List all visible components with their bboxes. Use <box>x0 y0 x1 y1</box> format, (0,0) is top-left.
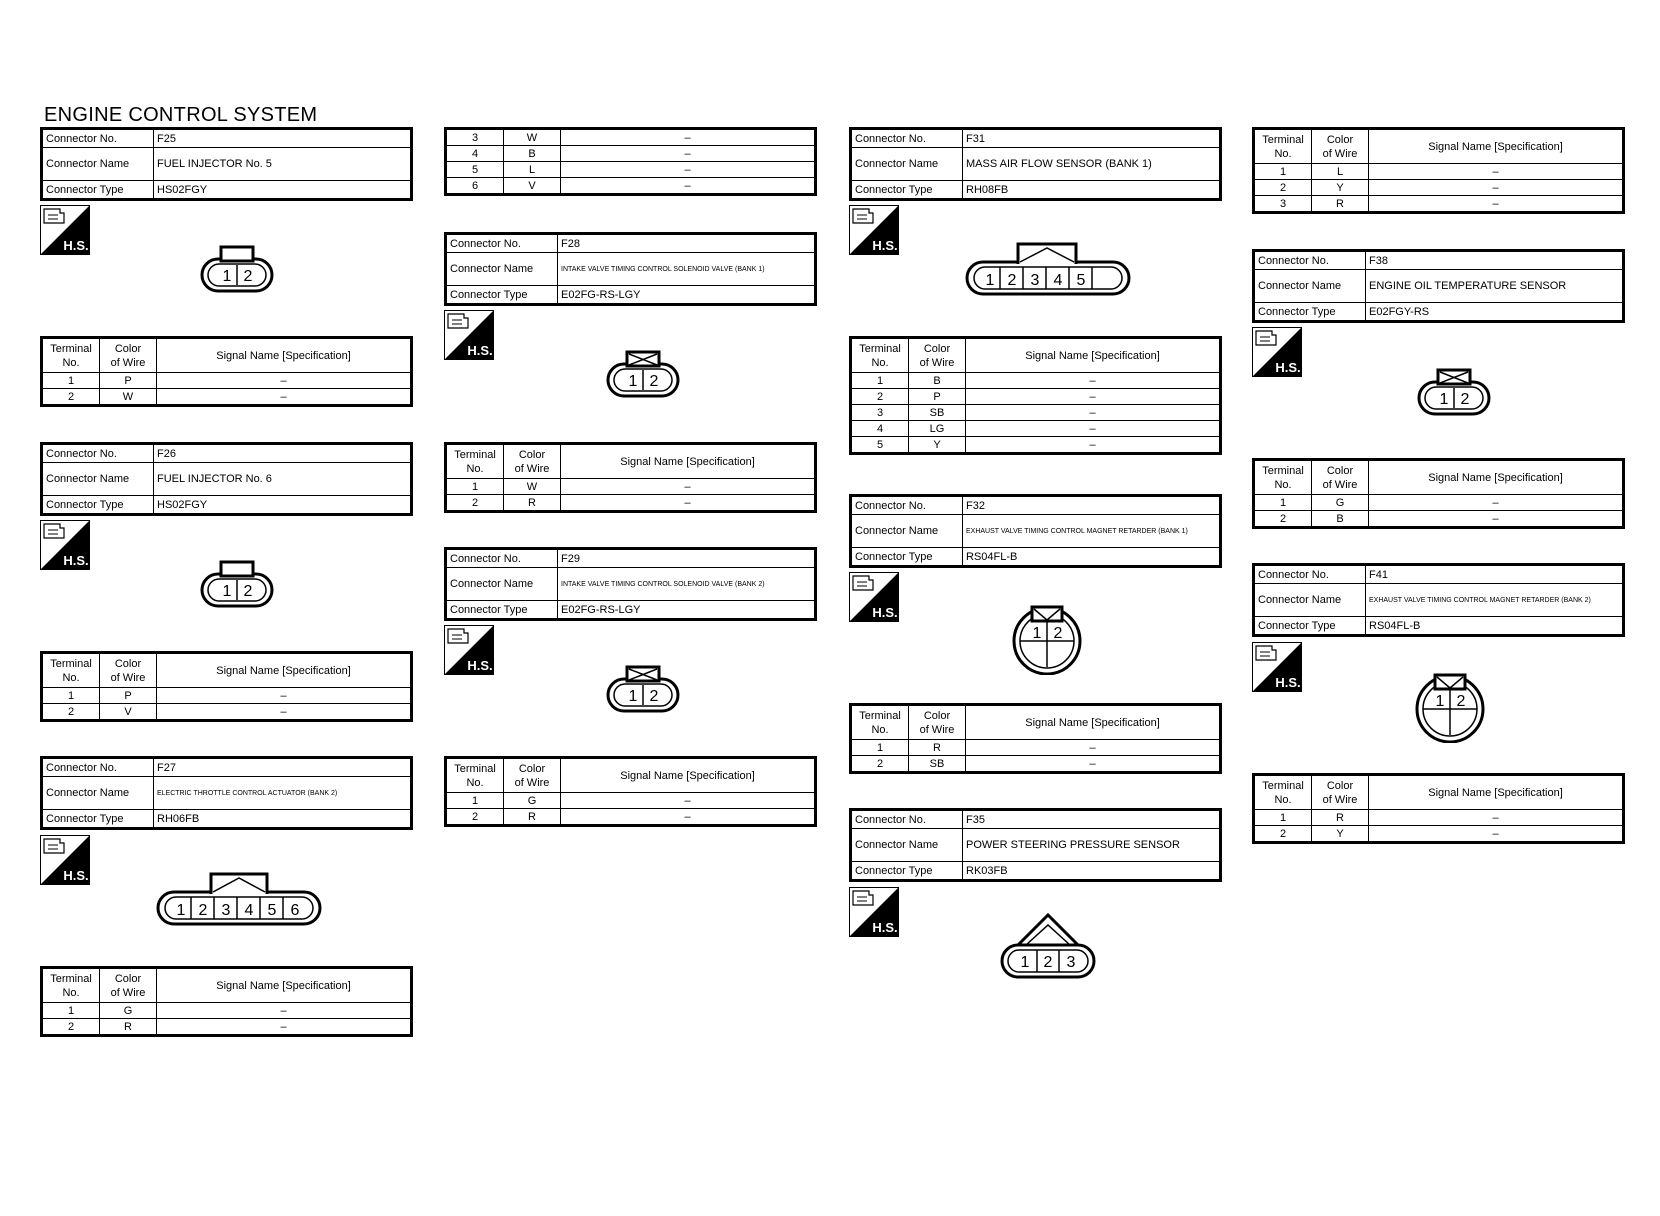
connector-no: F27 <box>154 758 412 777</box>
label-connector-type: Connector Type <box>42 181 154 200</box>
connector-no: F35 <box>963 810 1221 829</box>
header-signal: Signal Name [Specification] <box>1369 775 1624 810</box>
pin-label: 1 <box>176 902 186 919</box>
label-connector-type: Connector Type <box>851 181 963 200</box>
harness-side-icon <box>1252 327 1302 377</box>
label-connector-no: Connector No. <box>42 129 154 148</box>
2-pin-connector-icon <box>606 665 680 713</box>
table-row: 1 P – <box>42 373 412 389</box>
label-connector-name: Connector Name <box>446 568 558 601</box>
harness-side-icon <box>849 887 899 937</box>
pin-label: 2 <box>1007 272 1017 289</box>
pin-label: 2 <box>1456 693 1466 710</box>
table-row: 1 P – <box>42 688 412 704</box>
hs-label: H.S. <box>467 658 493 673</box>
connector-type: E02FG-RS-LGY <box>558 601 816 620</box>
header-signal: Signal Name [Specification] <box>157 653 412 688</box>
5-pin-connector-icon <box>965 240 1131 298</box>
connector-info-f27 <box>40 756 413 830</box>
table-row: 3 R – <box>1254 196 1624 213</box>
label-connector-type: Connector Type <box>42 810 154 829</box>
table-row: 1 L – <box>1254 164 1624 180</box>
connector-type: RS04FL-B <box>1366 617 1624 636</box>
hs-label: H.S. <box>63 238 89 253</box>
connector-type: HS02FGY <box>154 181 412 200</box>
label-connector-name: Connector Name <box>446 253 558 286</box>
label-connector-name: Connector Name <box>851 829 963 862</box>
harness-side-icon <box>444 625 494 675</box>
pin-label: 6 <box>290 902 300 919</box>
connector-info-f28 <box>444 232 817 306</box>
table-row: 1 W – <box>446 479 816 495</box>
connector-info-f38 <box>1252 249 1625 323</box>
label-connector-no: Connector No. <box>851 496 963 515</box>
label-connector-name: Connector Name <box>42 777 154 810</box>
connector-name: EXHAUST VALVE TIMING CONTROL MAGNET RETARDER (BANK 2) <box>1366 584 1624 617</box>
header-signal: Signal Name [Specification] <box>561 758 816 793</box>
terminal-table-f41 <box>1252 773 1625 844</box>
header-color: Color of Wire <box>504 758 561 793</box>
label-connector-no: Connector No. <box>446 234 558 253</box>
connector-name: INTAKE VALVE TIMING CONTROL SOLENOID VALVE (BANK 2) <box>558 568 816 601</box>
connector-name: FUEL INJECTOR No. 6 <box>154 463 412 496</box>
pin-label: 2 <box>649 688 659 705</box>
label-connector-name: Connector Name <box>42 148 154 181</box>
pin-label: 3 <box>1030 272 1040 289</box>
round-2-pin-connector-icon <box>1010 603 1084 675</box>
label-connector-type: Connector Type <box>446 286 558 305</box>
table-row: 1 G – <box>1254 495 1624 511</box>
connector-no: F41 <box>1366 565 1624 584</box>
terminal-table-f28 <box>444 442 817 513</box>
header-color: Color of Wire <box>1312 129 1369 164</box>
label-connector-no: Connector No. <box>42 758 154 777</box>
pin-label: 2 <box>1053 625 1063 642</box>
hs-label: H.S. <box>872 605 898 620</box>
pin-label: 4 <box>1053 272 1063 289</box>
header-terminal: Terminal No. <box>446 444 504 479</box>
terminal-table-f31 <box>849 336 1222 455</box>
page-title: ENGINE CONTROL SYSTEM <box>44 104 318 126</box>
header-signal: Signal Name [Specification] <box>966 338 1221 373</box>
header-terminal: Terminal No. <box>851 338 909 373</box>
table-row: 4 B – <box>446 146 816 162</box>
harness-side-icon <box>849 205 899 255</box>
label-connector-name: Connector Name <box>851 515 963 548</box>
pin-label: 5 <box>267 902 277 919</box>
pin-label: 1 <box>1020 954 1030 971</box>
header-terminal: Terminal No. <box>1254 129 1312 164</box>
table-row: 1 B – <box>851 373 1221 389</box>
pin-label: 2 <box>1460 391 1470 408</box>
pin-label: 1 <box>222 268 232 285</box>
connector-type: RK03FB <box>963 862 1221 881</box>
pin-label: 1 <box>1435 693 1445 710</box>
hs-label: H.S. <box>63 868 89 883</box>
harness-side-icon <box>40 835 90 885</box>
label-connector-name: Connector Name <box>1254 584 1366 617</box>
connector-no: F32 <box>963 496 1221 515</box>
connector-info-f25 <box>40 127 413 201</box>
table-row: 1 G – <box>446 793 816 809</box>
table-row: 2 V – <box>42 704 412 721</box>
harness-side-icon <box>444 310 494 360</box>
terminal-table-f26 <box>40 651 413 722</box>
pin-label: 4 <box>244 902 254 919</box>
2-pin-connector-icon <box>606 350 680 398</box>
pin-label: 1 <box>628 688 638 705</box>
table-row: 5 Y – <box>851 437 1221 454</box>
connector-no: F26 <box>154 444 412 463</box>
connector-no: F29 <box>558 549 816 568</box>
terminal-table-f25 <box>40 336 413 407</box>
connector-name: MASS AIR FLOW SENSOR (BANK 1) <box>963 148 1221 181</box>
connector-no: F25 <box>154 129 412 148</box>
header-color: Color of Wire <box>100 653 157 688</box>
3-pin-connector-icon <box>1000 913 1096 981</box>
connector-type: RS04FL-B <box>963 548 1221 567</box>
header-color: Color of Wire <box>504 444 561 479</box>
label-connector-type: Connector Type <box>446 601 558 620</box>
header-color: Color of Wire <box>909 705 966 740</box>
connector-type: E02FG-RS-LGY <box>558 286 816 305</box>
header-signal: Signal Name [Specification] <box>157 338 412 373</box>
header-signal: Signal Name [Specification] <box>157 968 412 1003</box>
label-connector-no: Connector No. <box>1254 251 1366 270</box>
connector-type: HS02FGY <box>154 496 412 515</box>
header-color: Color of Wire <box>100 968 157 1003</box>
header-terminal: Terminal No. <box>1254 460 1312 495</box>
header-signal: Signal Name [Specification] <box>966 705 1221 740</box>
2-pin-connector-icon <box>1417 368 1491 416</box>
connector-no: F28 <box>558 234 816 253</box>
label-connector-no: Connector No. <box>1254 565 1366 584</box>
connector-name: ENGINE OIL TEMPERATURE SENSOR <box>1366 270 1624 303</box>
table-row: 1 R – <box>1254 810 1624 826</box>
pin-label: 3 <box>1066 954 1076 971</box>
label-connector-no: Connector No. <box>851 129 963 148</box>
pin-label: 1 <box>985 272 995 289</box>
header-terminal: Terminal No. <box>42 968 100 1003</box>
table-row: 2 SB – <box>851 756 1221 773</box>
hs-label: H.S. <box>1275 675 1301 690</box>
pin-label: 2 <box>198 902 208 919</box>
terminal-table-f32 <box>849 703 1222 774</box>
header-signal: Signal Name [Specification] <box>561 444 816 479</box>
table-row: 2 B – <box>1254 511 1624 528</box>
header-terminal: Terminal No. <box>851 705 909 740</box>
connector-no: F31 <box>963 129 1221 148</box>
pin-label: 1 <box>1439 391 1449 408</box>
label-connector-no: Connector No. <box>42 444 154 463</box>
harness-side-icon <box>40 520 90 570</box>
connector-info-f31 <box>849 127 1222 201</box>
label-connector-name: Connector Name <box>42 463 154 496</box>
pin-label: 2 <box>243 268 253 285</box>
harness-side-icon <box>1252 642 1302 692</box>
label-connector-type: Connector Type <box>1254 303 1366 322</box>
label-connector-no: Connector No. <box>851 810 963 829</box>
pin-label: 1 <box>1032 625 1042 642</box>
terminal-table-f27-continued <box>444 127 817 196</box>
header-terminal: Terminal No. <box>42 338 100 373</box>
label-connector-type: Connector Type <box>851 548 963 567</box>
pin-label: 2 <box>243 583 253 600</box>
terminal-table-f29 <box>444 756 817 827</box>
2-pin-connector-icon <box>200 560 274 608</box>
hs-label: H.S. <box>872 920 898 935</box>
hs-label: H.S. <box>63 553 89 568</box>
header-signal: Signal Name [Specification] <box>1369 129 1624 164</box>
label-connector-type: Connector Type <box>1254 617 1366 636</box>
table-row: 2 R – <box>446 809 816 826</box>
table-row: 2 P – <box>851 389 1221 405</box>
terminal-table-f38 <box>1252 458 1625 529</box>
terminal-table-f27 <box>40 966 413 1037</box>
table-row: 4 LG – <box>851 421 1221 437</box>
hs-label: H.S. <box>1275 360 1301 375</box>
2-pin-connector-icon <box>200 245 274 293</box>
table-row: 2 W – <box>42 389 412 406</box>
table-row: 3 W – <box>446 129 816 146</box>
header-color: Color of Wire <box>1312 775 1369 810</box>
pin-label: 1 <box>628 373 638 390</box>
connector-info-f35 <box>849 808 1222 882</box>
hs-label: H.S. <box>467 343 493 358</box>
connector-name: POWER STEERING PRESSURE SENSOR <box>963 829 1221 862</box>
header-color: Color of Wire <box>1312 460 1369 495</box>
header-color: Color of Wire <box>100 338 157 373</box>
pin-label: 5 <box>1076 272 1086 289</box>
header-color: Color of Wire <box>909 338 966 373</box>
label-connector-name: Connector Name <box>1254 270 1366 303</box>
harness-side-icon <box>849 572 899 622</box>
connector-info-f32 <box>849 494 1222 568</box>
connector-type: RH06FB <box>154 810 412 829</box>
terminal-table-f35 <box>1252 127 1625 214</box>
6-pin-connector-icon <box>156 870 322 928</box>
header-terminal: Terminal No. <box>1254 775 1312 810</box>
label-connector-type: Connector Type <box>42 496 154 515</box>
pin-label: 2 <box>1043 954 1053 971</box>
table-row: 6 V – <box>446 178 816 195</box>
table-row: 2 R – <box>42 1019 412 1036</box>
harness-side-icon <box>40 205 90 255</box>
round-2-pin-connector-icon <box>1413 671 1487 743</box>
connector-no: F38 <box>1366 251 1624 270</box>
pin-label: 3 <box>221 902 231 919</box>
connector-type: E02FGY-RS <box>1366 303 1624 322</box>
table-row: 1 G – <box>42 1003 412 1019</box>
connector-type: RH08FB <box>963 181 1221 200</box>
table-row: 3 SB – <box>851 405 1221 421</box>
header-terminal: Terminal No. <box>446 758 504 793</box>
header-signal: Signal Name [Specification] <box>1369 460 1624 495</box>
pin-label: 1 <box>222 583 232 600</box>
connector-name: ELECTRIC THROTTLE CONTROL ACTUATOR (BANK 2) <box>154 777 412 810</box>
connector-name: INTAKE VALVE TIMING CONTROL SOLENOID VALVE (BANK 1) <box>558 253 816 286</box>
connector-name: FUEL INJECTOR No. 5 <box>154 148 412 181</box>
hs-label: H.S. <box>872 238 898 253</box>
pin-label: 2 <box>649 373 659 390</box>
label-connector-type: Connector Type <box>851 862 963 881</box>
label-connector-no: Connector No. <box>446 549 558 568</box>
table-row: 5 L – <box>446 162 816 178</box>
connector-name: EXHAUST VALVE TIMING CONTROL MAGNET RETARDER (BANK 1) <box>963 515 1221 548</box>
connector-info-f41 <box>1252 563 1625 637</box>
table-row: 2 R – <box>446 495 816 512</box>
label-connector-name: Connector Name <box>851 148 963 181</box>
connector-info-f26 <box>40 442 413 516</box>
header-terminal: Terminal No. <box>42 653 100 688</box>
connector-info-f29 <box>444 547 817 621</box>
table-row: 2 Y – <box>1254 180 1624 196</box>
table-row: 2 Y – <box>1254 826 1624 843</box>
table-row: 1 R – <box>851 740 1221 756</box>
